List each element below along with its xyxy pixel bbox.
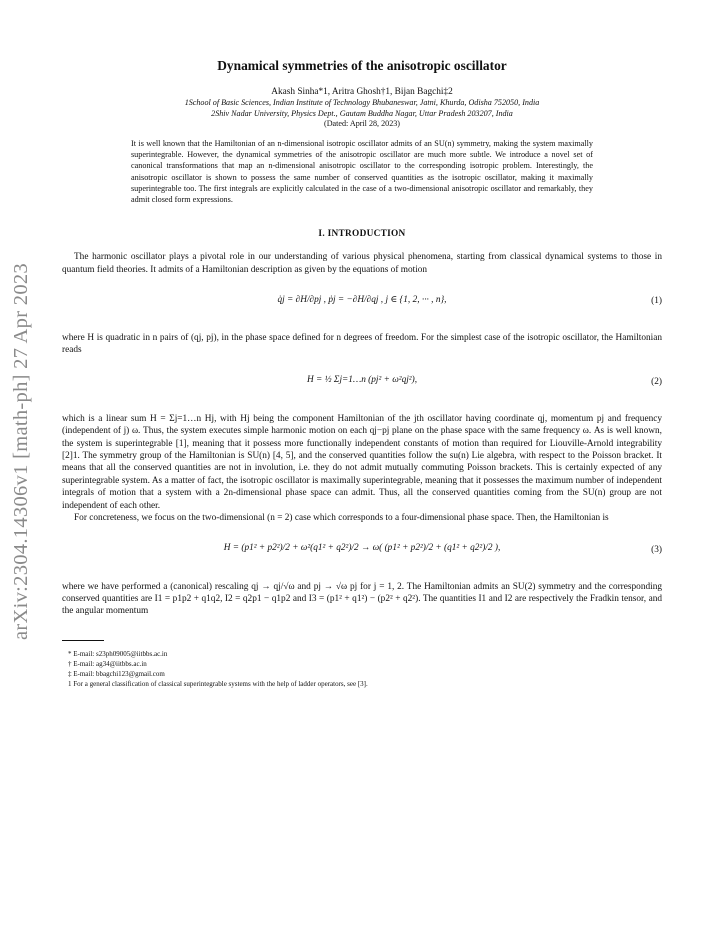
equation-3-body: H = (p1² + p2²)/2 + ω²(q1² + q2²)/2 → ω( (p1² + p2²)/2 + (q1² + q2²)/2 ), (223, 542, 501, 553)
equation-1 (62, 288, 662, 320)
equation-2 (62, 369, 662, 401)
affiliation-1: 1School of Basic Sciences, Indian Institute of Technology Bhubaneswar, Jatni, Khurda, Odisha 752050, India (184, 98, 540, 107)
equation-2-number: (2) (651, 376, 662, 387)
footnote-email-2[interactable]: † E-mail: ag34@iitbbs.ac.in (68, 659, 147, 668)
paper-content (62, 58, 662, 689)
paragraph-2: where H is quadratic in n pairs of (qj, pj), in the phase space defined for n degrees of freedom. For the simplest case of the isotropic oscillator, the Hamiltonian reads (62, 333, 662, 356)
affiliation-2: 2Shiv Nadar University, Physics Dept., Gautam Buddha Nagar, Uttar Pradesh 203207, India (211, 108, 513, 118)
paragraph-3: which is a linear sum H = Σj=1…n Hj, with Hj being the component Hamiltonian of the jth oscillator having coordinate qj, momentum pj and frequency (independent of j) ω. Thus, the system executes simple harmonic motion on each qj−pj plane on the phase space with the same frequency ω. As is well known, the system is superintegrable [1], meaning that it possess more functionally independent constants of motion than required for Liouville-Arnold integrability [2]1. The symmetry group of the Hamiltonian is SU(n) [4, 5], and the conserved quantities follow the su(n) Lie algebra, with respect to the Poisson bracket. It means that all the conserved quantities are not in involution, i.e. they do not admit mutually commuting Poisson brackets. This is certainly expected of any superintegrable system. As a matter of fact, the isotropic oscillator is maximally superintegrable, meaning that it possesses the maximum number of independent integrals of motion that a system with a 2n-dimensional phase space can admit. Thus, all the conserved quantities coming from the SU(n) group are not independent of each other. (62, 413, 662, 511)
equation-3 (62, 537, 662, 569)
equation-2-body: H = ½ Σj=1…n (pj² + ω²qj²), (306, 374, 418, 385)
paper-title: Dynamical symmetries of the anisotropic oscillator (217, 58, 507, 73)
author-list: Akash Sinha*1, Aritra Ghosh†1, Bijan Bagchi‡2 (271, 87, 453, 97)
equation-1-body: q̇j = ∂H/∂pj , ṗj = −∂H/∂qj , j ∈ {1, 2, ··· , n}, (277, 295, 447, 306)
equation-1-number: (1) (651, 296, 662, 307)
abstract: It is well known that the Hamiltonian of an n-dimensional isotropic oscillator admits of an SU(n) symmetry, making the system maximally superintegrable. However, the dynamical symmetries of the anisotropic oscillator are much more subtle. We introduce a novel set of canonical transformations that map an n-dimensional anisotropic oscillator to the corresponding isotropic problem. Interestingly, the anisotropic oscillator is shown to possess the same number of conserved quantities as the isotropic oscillator, making it maximally superintegrable too. The first integrals are explicitly calculated in the case of a two-dimensional anisotropic oscillator and remarkably, they admit closed form expressions. (131, 139, 593, 205)
arxiv-identifier[interactable]: arXiv:2304.14306v1 [math-ph] 27 Apr 2023 (10, 263, 32, 640)
section-heading-introduction: I. INTRODUCTION (318, 229, 406, 240)
paragraph-1: The harmonic oscillator plays a pivotal role in our understanding of various physical phenomena, starting from classical dynamical systems to those in quantum field theories. It admits of a Hamiltonian description as given by the equations of motion (62, 252, 662, 275)
footnotes (62, 649, 662, 689)
footnote-email-3[interactable]: ‡ E-mail: bbagchi123@gmail.com (68, 669, 165, 678)
footnote-email-1[interactable]: * E-mail: s23ph09005@iitbbs.ac.in (68, 649, 168, 658)
affiliations (62, 98, 662, 119)
date-line: (Dated: April 28, 2023) (324, 119, 400, 128)
footnote-1: 1 For a general classification of classical superintegrable systems with the help of ladder operators, see [3]. (68, 679, 368, 688)
footnote-rule (62, 640, 104, 641)
paragraph-4: For concreteness, we focus on the two-dimensional (n = 2) case which corresponds to a four-dimensional phase space. Then, the Hamiltonian is (74, 513, 609, 524)
paragraph-5: where we have performed a (canonical) rescaling qj → qj/√ω and pj → √ω pj for j = 1, 2. The Hamiltonian admits an SU(2) symmetry and the corresponding conserved quantities are I1 = p1p2 + q1q2, I2 = q2p1 − q1p2 and I3 = (p1² + q1²) − (p2² + q2²). The quantities I1 and I2 are respectively the Fradkin tensor, and the angular momentum (62, 581, 662, 617)
equation-3-number: (3) (651, 544, 662, 555)
